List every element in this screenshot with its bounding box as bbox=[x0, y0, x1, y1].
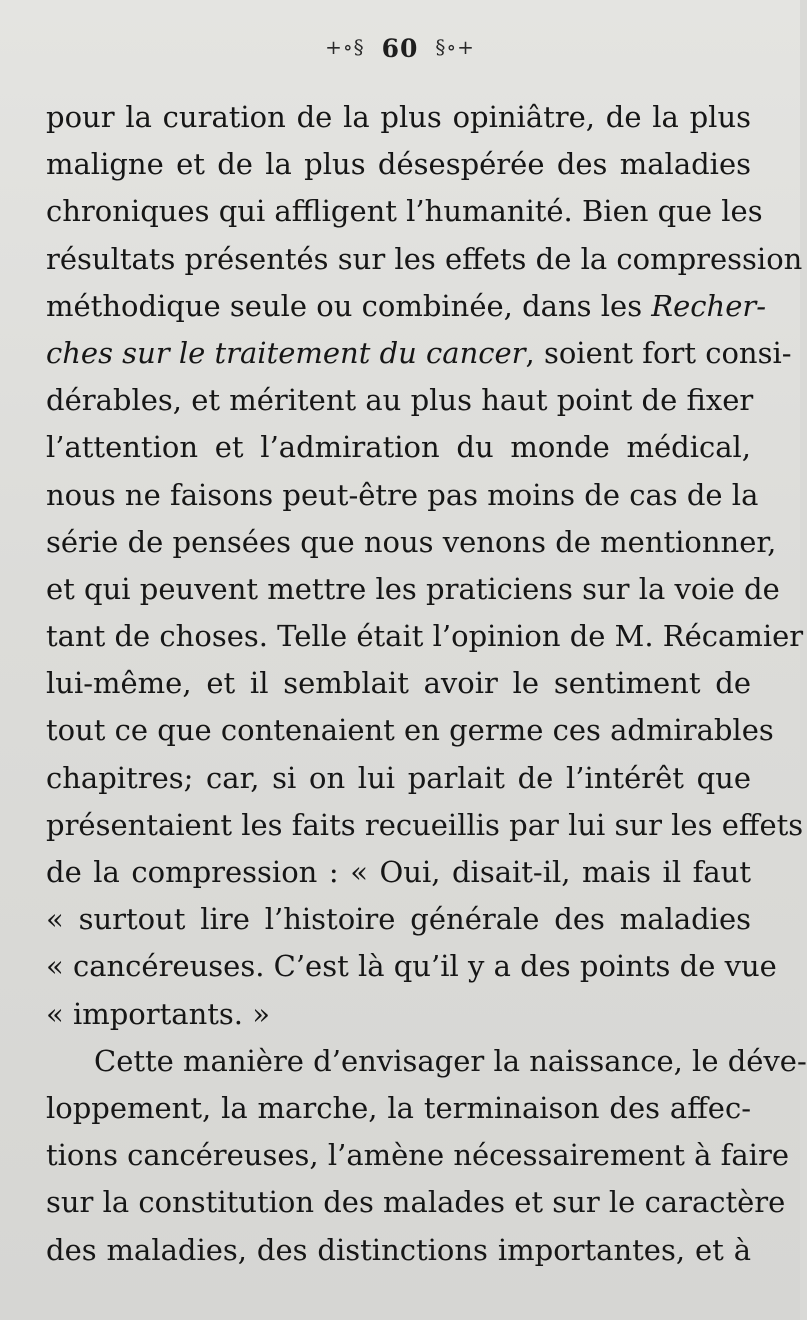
italic-title-segment: Recher- bbox=[651, 288, 767, 323]
text-line bbox=[46, 330, 792, 377]
text-line: série de pensées que nous venons de mentionner, bbox=[46, 524, 777, 559]
text-line: « surtout lire l’histoire générale des maladies bbox=[46, 902, 751, 937]
text-line: et qui peuvent mettre les praticiens sur la voie de bbox=[46, 571, 780, 606]
text-line: des maladies, des distinctions importantes, et à bbox=[46, 1232, 751, 1267]
text-segment: méthodique seule ou combinée, dans les bbox=[46, 288, 652, 323]
text-line: tout ce que contenaient en germe ces admirables bbox=[46, 713, 774, 748]
text-segment: , soient fort consi- bbox=[525, 335, 792, 370]
page-number: 60 bbox=[381, 34, 419, 63]
text-line: chroniques qui affligent l’humanité. Bien que les bbox=[46, 194, 763, 229]
ornament-right-icon: §∘+ bbox=[435, 35, 475, 59]
text-line: pour la curation de la plus opiniâtre, de la plus bbox=[46, 100, 751, 134]
text-line: nous ne faisons peut-être pas moins de cas de la bbox=[46, 477, 759, 512]
text-line: maligne et de la plus désespérée des maladies bbox=[46, 147, 751, 182]
text-line: Cette manière d’envisager la naissance, le déve- bbox=[94, 1043, 807, 1078]
page-body-text bbox=[46, 94, 807, 1274]
ornament-left-icon: +∘§ bbox=[325, 35, 365, 59]
text-line: lui-même, et il semblait avoir le sentiment de bbox=[46, 666, 751, 701]
text-line: dérables, et méritent au plus haut point de fixer bbox=[46, 383, 754, 418]
text-line: « importants. » bbox=[46, 996, 270, 1031]
text-line: l’attention et l’admiration du monde médical, bbox=[46, 430, 751, 465]
text-line: présentaient les faits recueillis par lui sur les effets bbox=[46, 807, 804, 842]
text-line: tant de choses. Telle était l’opinion de M. Récamier bbox=[46, 619, 804, 654]
text-line: chapitres; car, si on lui parlait de l’intérêt que bbox=[46, 760, 751, 795]
italic-title-segment: ches sur le traitement du cancer bbox=[46, 335, 526, 370]
text-line bbox=[46, 283, 767, 330]
text-line: loppement, la marche, la terminaison des affec- bbox=[46, 1090, 751, 1125]
text-line: « cancéreuses. C’est là qu’il y a des points de vue bbox=[46, 949, 777, 984]
paragraph-2 bbox=[46, 1038, 807, 1274]
text-line: sur la constitution des malades et sur le caractère bbox=[46, 1185, 786, 1220]
text-line: de la compression : « Oui, disait-il, mais il faut bbox=[46, 855, 751, 889]
text-line: tions cancéreuses, l’amène nécessairement à faire bbox=[46, 1138, 789, 1173]
text-line: résultats présentés sur les effets de la compression bbox=[46, 241, 803, 276]
paragraph-1 bbox=[46, 94, 804, 1038]
page-header bbox=[0, 34, 800, 63]
